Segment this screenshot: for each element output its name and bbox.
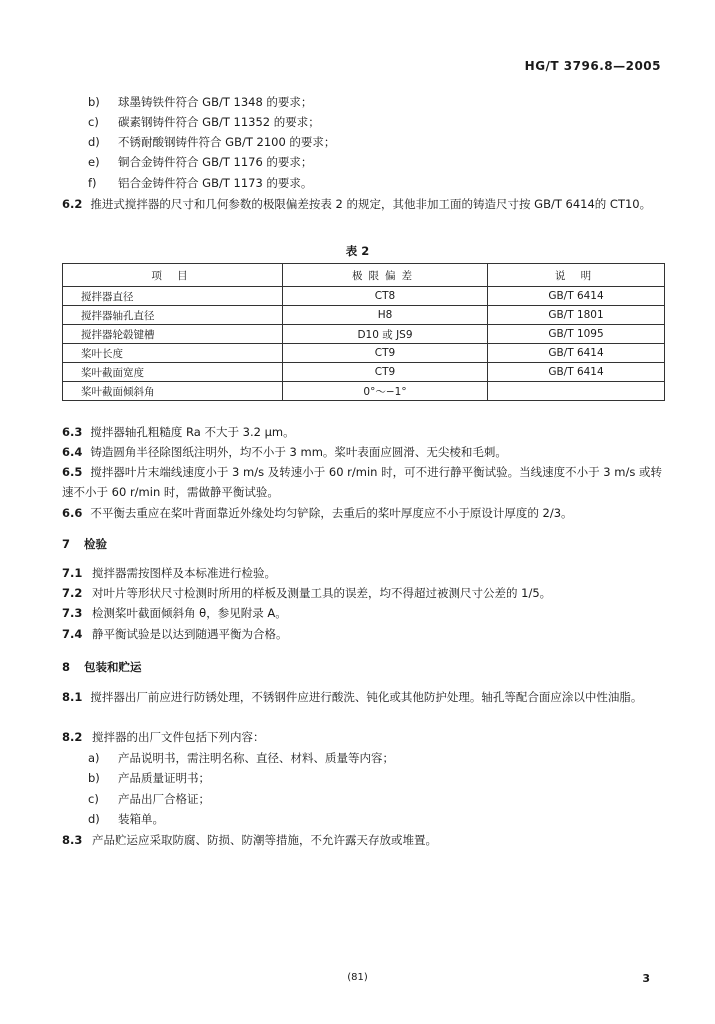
table-header-row	[63, 264, 665, 287]
clause-6-3	[62, 422, 672, 442]
cell-item: 桨叶截面倾斜角	[63, 382, 283, 401]
clause-7-1	[62, 565, 276, 581]
section-number: 8	[62, 660, 71, 674]
clause-text: 搅拌器叶片末端线速度小于 3 m/s 及转速小于 60 r/min 时，可不进行静平衡试验。当线速度不小于 3 m/s 或转速不小于 60 r/min 时，需做静平衡试验。	[62, 465, 662, 499]
material-item	[88, 134, 335, 150]
header-remark: 说 明	[488, 264, 665, 287]
clause-number: 6.6	[62, 506, 83, 520]
cell-remark: GB/T 6414	[488, 344, 665, 363]
cell-item: 桨叶长度	[63, 344, 283, 363]
cell-item: 搅拌器轮毂键槽	[63, 325, 283, 344]
item-label: f)	[88, 176, 97, 190]
clause-8-3	[62, 832, 437, 848]
doc-item	[88, 811, 164, 827]
material-item	[88, 114, 320, 130]
clause-text: 对叶片等形状尺寸检测时所用的样板及测量工具的误差，均不得超过被测尺寸公差的 1/5。	[92, 586, 552, 600]
cell-item: 搅拌器直径	[63, 287, 283, 306]
section-number: 7	[62, 537, 71, 551]
material-item	[88, 154, 312, 170]
header-tolerance: 极限偏差	[283, 264, 488, 287]
clause-6-5	[62, 462, 672, 502]
cell-remark: GB/T 6414	[488, 363, 665, 382]
item-text: 铜合金铸件符合 GB/T 1176 的要求；	[118, 155, 313, 169]
standard-code: HG/T 3796.8—2005	[524, 59, 661, 73]
clause-number: 6.4	[62, 445, 83, 459]
section-heading: 包装和贮运	[84, 660, 142, 674]
item-text: 产品说明书，需注明名称、直径、材料、质量等内容；	[118, 751, 394, 765]
table-row	[63, 363, 665, 382]
table-row	[63, 287, 665, 306]
clause-number: 6.5	[62, 465, 83, 479]
item-text: 产品质量证明书；	[118, 771, 210, 785]
clause-6-2	[62, 194, 672, 214]
item-text: 铝合金铸件符合 GB/T 1173 的要求。	[118, 176, 313, 190]
clause-number: 7.2	[62, 586, 83, 600]
item-label: e)	[88, 155, 100, 169]
clause-text: 搅拌器出厂前应进行防锈处理，不锈钢件应进行酸洗、钝化或其他防护处理。轴孔等配合面应涂以中性油脂。	[90, 690, 643, 704]
item-label: b)	[88, 771, 100, 785]
material-item	[88, 175, 312, 191]
table-row	[63, 382, 665, 401]
clause-text: 搅拌器轴孔粗糙度 Ra 不大于 3.2 μm。	[90, 425, 295, 439]
item-label: c)	[88, 115, 99, 129]
table-title: 表 2	[345, 244, 370, 258]
footer-center-number: (81)	[347, 972, 368, 983]
clause-number: 7.1	[62, 566, 83, 580]
item-label: b)	[88, 95, 100, 109]
cell-remark	[488, 382, 665, 401]
item-label: a)	[88, 751, 100, 765]
clause-number: 8.1	[62, 690, 83, 704]
item-text: 不锈耐酸钢铸件符合 GB/T 2100 的要求；	[118, 135, 336, 149]
doc-item	[88, 750, 394, 766]
clause-6-4	[62, 442, 672, 462]
clause-7-4	[62, 626, 288, 642]
item-text: 产品出厂合格证；	[118, 792, 210, 806]
item-label: d)	[88, 135, 100, 149]
clause-text: 铸造圆角半径除图纸注明外，均不小于 3 mm。桨叶表面应圆滑、无尖棱和毛刺。	[90, 445, 507, 459]
page-number: 3	[642, 972, 650, 985]
clause-7-2	[62, 585, 551, 601]
clause-number: 8.3	[62, 833, 83, 847]
section-heading: 检验	[84, 537, 107, 551]
clause-number: 7.3	[62, 606, 83, 620]
cell-tolerance: H8	[283, 306, 488, 325]
cell-tolerance: 0°～−1°	[283, 382, 488, 401]
table-row	[63, 344, 665, 363]
clause-number: 8.2	[62, 730, 83, 744]
clause-7-3	[62, 605, 287, 621]
table-row	[63, 325, 665, 344]
item-label: d)	[88, 812, 100, 826]
cell-tolerance: CT9	[283, 363, 488, 382]
clause-text: 产品贮运应采取防腐、防损、防潮等措施，不允许露天存放或堆置。	[92, 833, 437, 847]
section-7-title	[62, 536, 107, 552]
doc-item	[88, 791, 210, 807]
item-text: 装箱单。	[118, 812, 164, 826]
cell-item: 搅拌器轴孔直径	[63, 306, 283, 325]
item-text: 球墨铸铁件符合 GB/T 1348 的要求；	[118, 95, 313, 109]
doc-item	[88, 770, 210, 786]
material-item	[88, 94, 312, 110]
limits-table	[62, 263, 665, 401]
clause-number: 6.2	[62, 197, 83, 211]
clause-text: 搅拌器需按图样及本标准进行检验。	[92, 566, 276, 580]
clause-number: 6.3	[62, 425, 83, 439]
clause-text: 搅拌器的出厂文件包括下列内容：	[92, 730, 265, 744]
clause-text: 推进式搅拌器的尺寸和几何参数的极限偏差按表 2 的规定，其他非加工面的铸造尺寸按 GB/T 6414的 CT10。	[90, 197, 652, 211]
clause-8-1	[62, 687, 672, 707]
clause-text: 不平衡去重应在桨叶背面靠近外缘处均匀铲除，去重后的桨叶厚度应不小于原设计厚度的 2/3。	[90, 506, 573, 520]
header-item: 项 目	[63, 264, 283, 287]
table-row	[63, 306, 665, 325]
item-label: c)	[88, 792, 99, 806]
cell-tolerance: CT8	[283, 287, 488, 306]
cell-tolerance: CT9	[283, 344, 488, 363]
cell-item: 桨叶截面宽度	[63, 363, 283, 382]
clause-text: 静平衡试验是以达到随遇平衡为合格。	[92, 627, 288, 641]
cell-remark: GB/T 6414	[488, 287, 665, 306]
clause-number: 7.4	[62, 627, 83, 641]
clause-6-6	[62, 503, 672, 523]
section-8-title	[62, 659, 142, 675]
cell-tolerance: D10 或 JS9	[283, 325, 488, 344]
clause-8-2	[62, 729, 265, 745]
item-text: 碳素钢铸件符合 GB/T 11352 的要求；	[118, 115, 320, 129]
cell-remark: GB/T 1801	[488, 306, 665, 325]
clause-text: 检测桨叶截面倾斜角 θ，参见附录 A。	[92, 606, 287, 620]
cell-remark: GB/T 1095	[488, 325, 665, 344]
